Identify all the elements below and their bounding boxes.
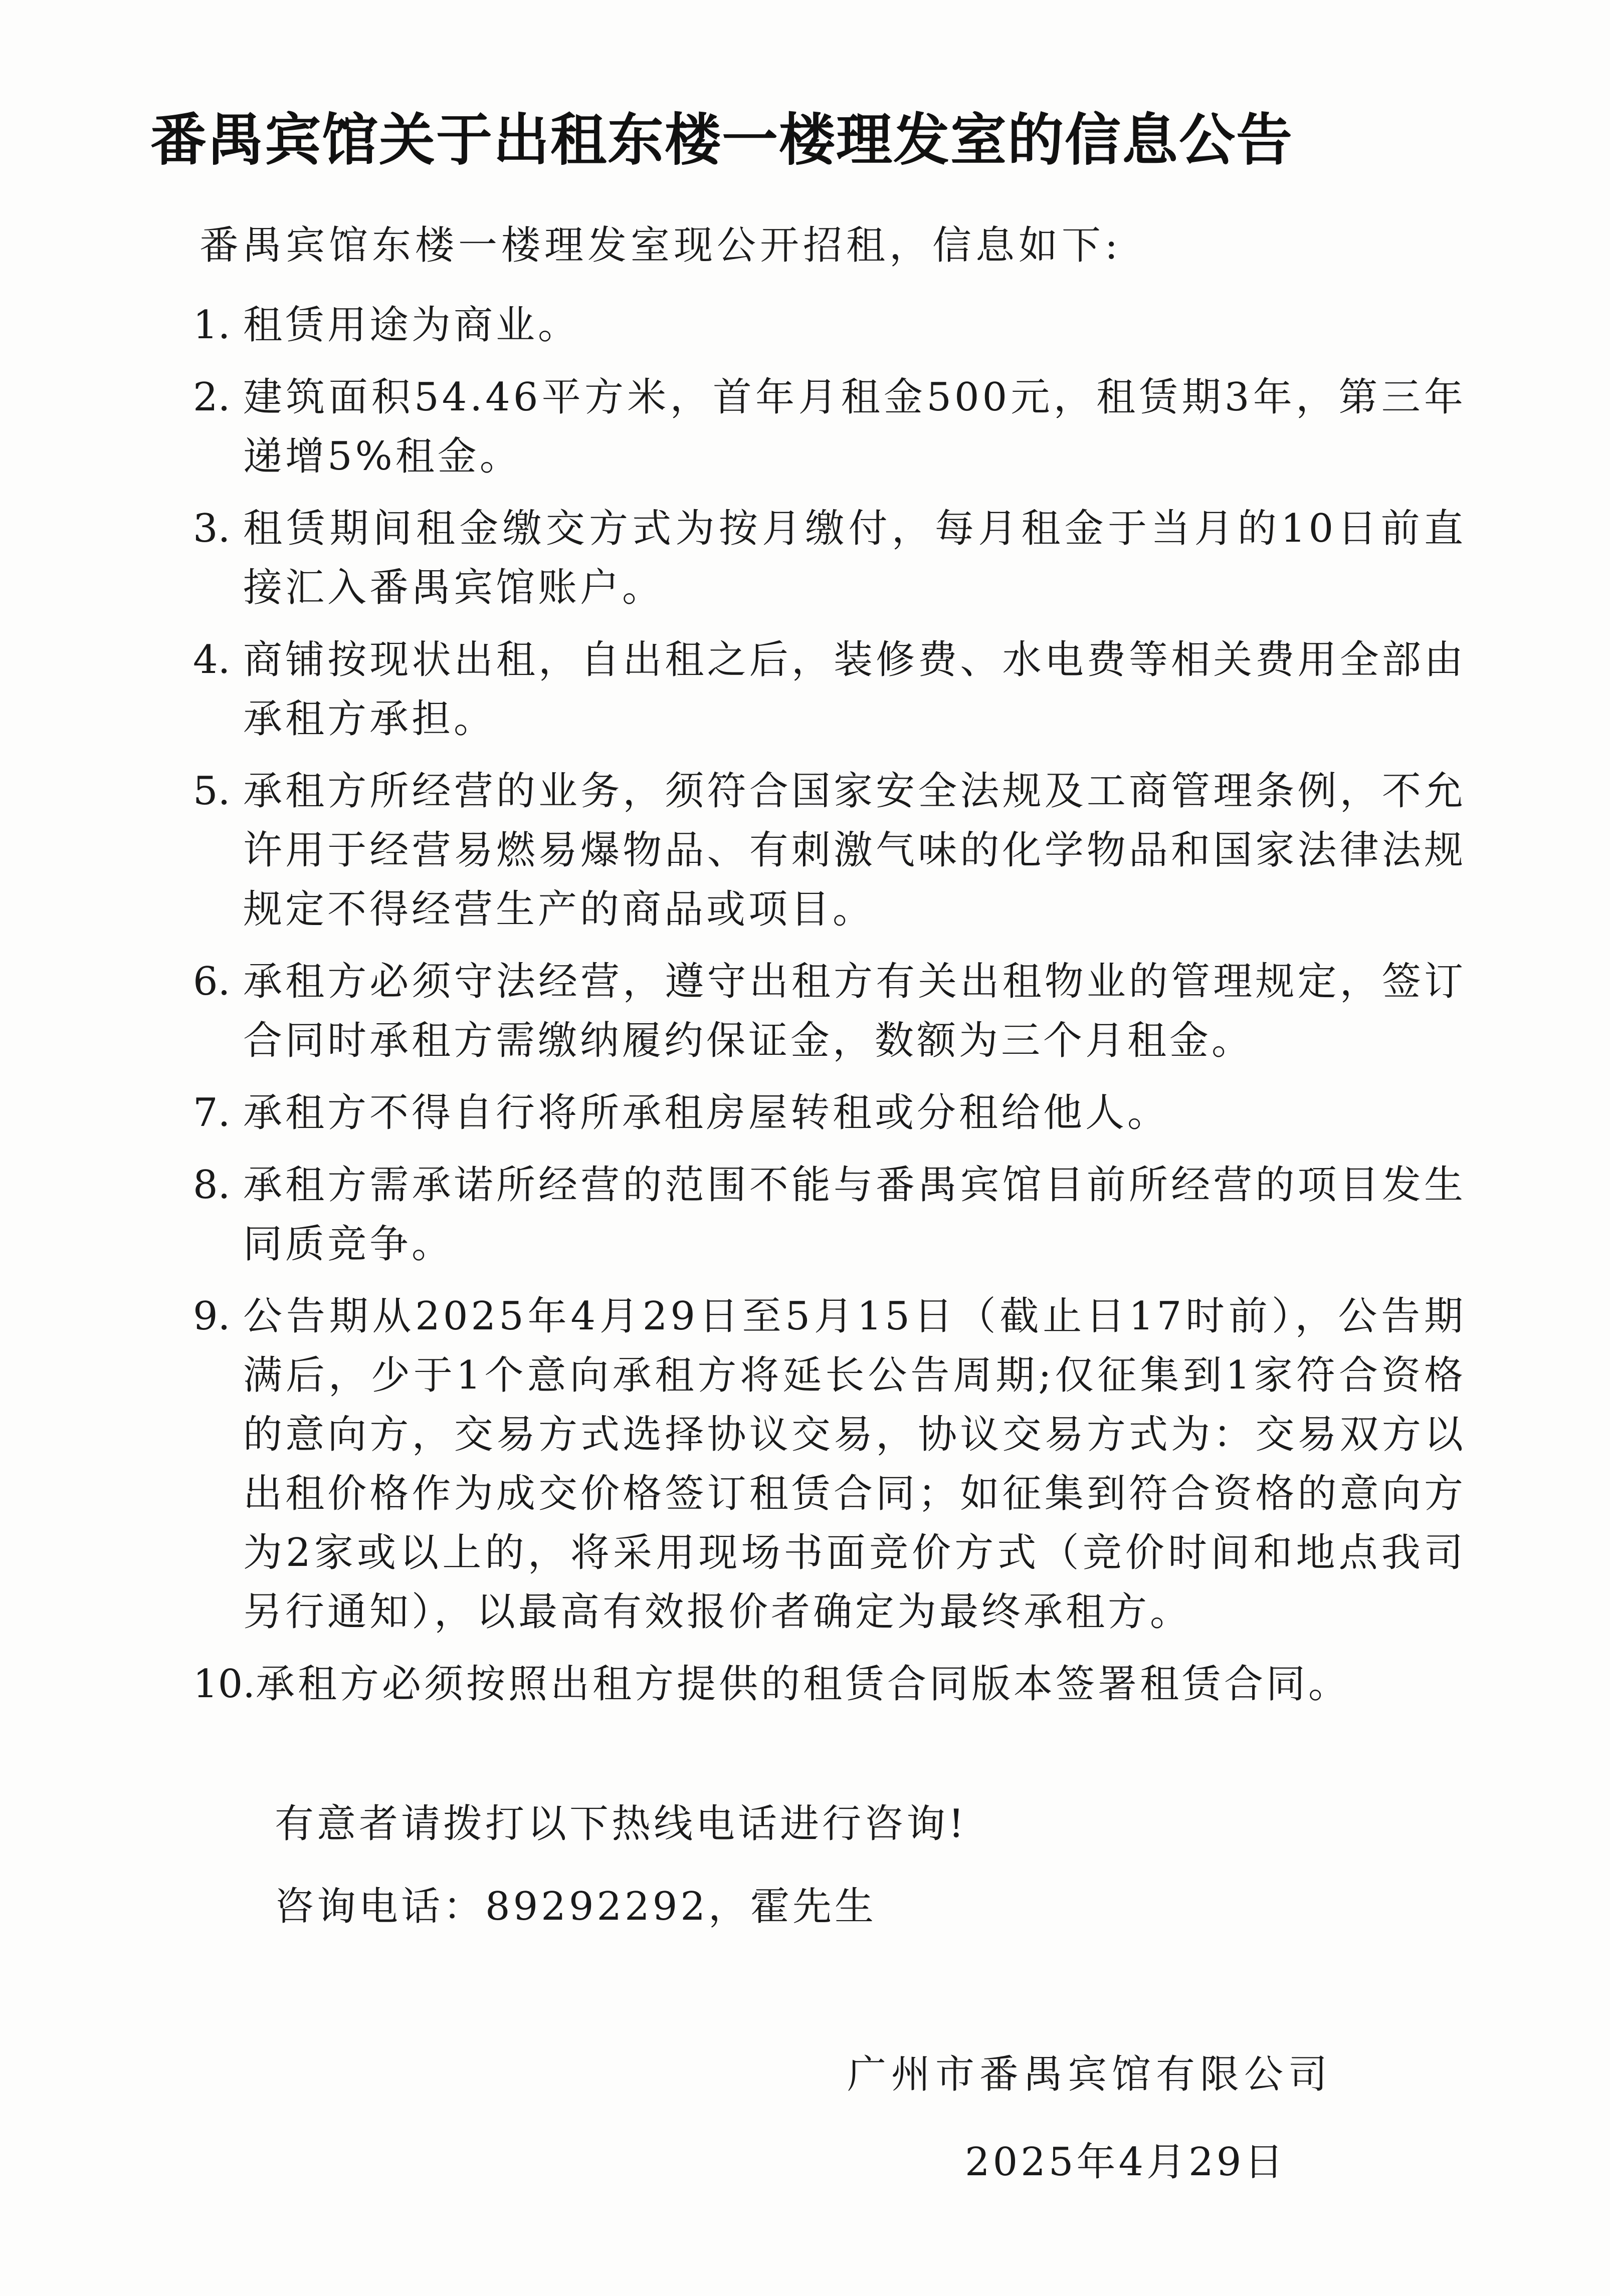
notice-item-1 [193, 296, 1466, 355]
item-text: 承租方必须守法经营，遵守出租方有关出租物业的管理规定，签订合同时承租方需缴纳履约保证金，数额为三个月租金。 [243, 959, 1466, 1063]
item-text: 公告期从2025年4月29日至5月15日（截止日17时前），公告期满后，少于1个意向承租方将延长公告周期;仅征集到1家符合资格的意向方，交易方式选择协议交易，协议交易方式为：交易双方以出租价格作为成交价格签订租赁合同；如征集到符合资格的意向方为2家或以上的，将采用现场书面竞价方式（竞价时间和地点我司另行通知），以最高有效报价者确定为最终承租方。 [243, 1294, 1466, 1635]
item-text: 租赁用途为商业。 [243, 303, 580, 348]
item-number: 8. [193, 1163, 231, 1208]
item-number: 3. [193, 506, 231, 551]
contact-phone: 咨询电话：89292292，霍先生 [275, 1884, 877, 1929]
notice-items-list [193, 296, 1466, 1727]
item-text: 承租方需承诺所经营的范围不能与番禺宾馆目前所经营的项目发生同质竞争。 [243, 1163, 1466, 1267]
item-text: 建筑面积54.46平方米，首年月租金500元，租赁期3年，第三年递增5%租金。 [243, 375, 1466, 479]
notice-title: 番禺宾馆关于出租东楼一楼理发室的信息公告 [150, 108, 1293, 173]
item-text: 租赁期间租金缴交方式为按月缴付，每月租金于当月的10日前直接汇入番禺宾馆账户。 [243, 506, 1466, 610]
item-text: 承租方不得自行将所承租房屋转租或分租给他人。 [243, 1090, 1170, 1135]
item-number: 2. [193, 375, 231, 420]
contact-invite: 有意者请拨打以下热线电话进行咨询! [275, 1801, 967, 1847]
item-number: 1. [193, 303, 231, 348]
notice-item-2 [193, 368, 1466, 486]
signature-date: 2025年4月29日 [965, 2140, 1287, 2185]
item-text: 承租方必须按照出租方提供的租赁合同版本签署租赁合同。 [256, 1662, 1351, 1707]
notice-item-3 [193, 499, 1466, 617]
item-number: 4. [193, 637, 231, 682]
notice-item-10 [193, 1655, 1466, 1714]
item-number: 9. [193, 1294, 231, 1339]
signature-company: 广州市番禺宾馆有限公司 [847, 2052, 1333, 2097]
item-number: 7. [193, 1090, 231, 1135]
item-number: 5. [193, 769, 231, 814]
notice-item-8 [193, 1156, 1466, 1274]
item-number: 10. [193, 1662, 256, 1707]
notice-item-7 [193, 1083, 1466, 1142]
notice-item-5 [193, 762, 1466, 939]
item-text: 承租方所经营的业务，须符合国家安全法规及工商管理条例，不允许用于经营易燃易爆物品、有刺激气味的化学物品和国家法律法规规定不得经营生产的商品或项目。 [243, 769, 1466, 932]
notice-intro: 番禺宾馆东楼一楼理发室现公开招租，信息如下: [199, 223, 1122, 268]
notice-item-9 [193, 1287, 1466, 1642]
item-text: 商铺按现状出租，自出租之后，装修费、水电费等相关费用全部由承租方承担。 [243, 637, 1466, 742]
notice-item-4 [193, 630, 1466, 749]
item-number: 6. [193, 959, 231, 1004]
notice-item-6 [193, 952, 1466, 1070]
